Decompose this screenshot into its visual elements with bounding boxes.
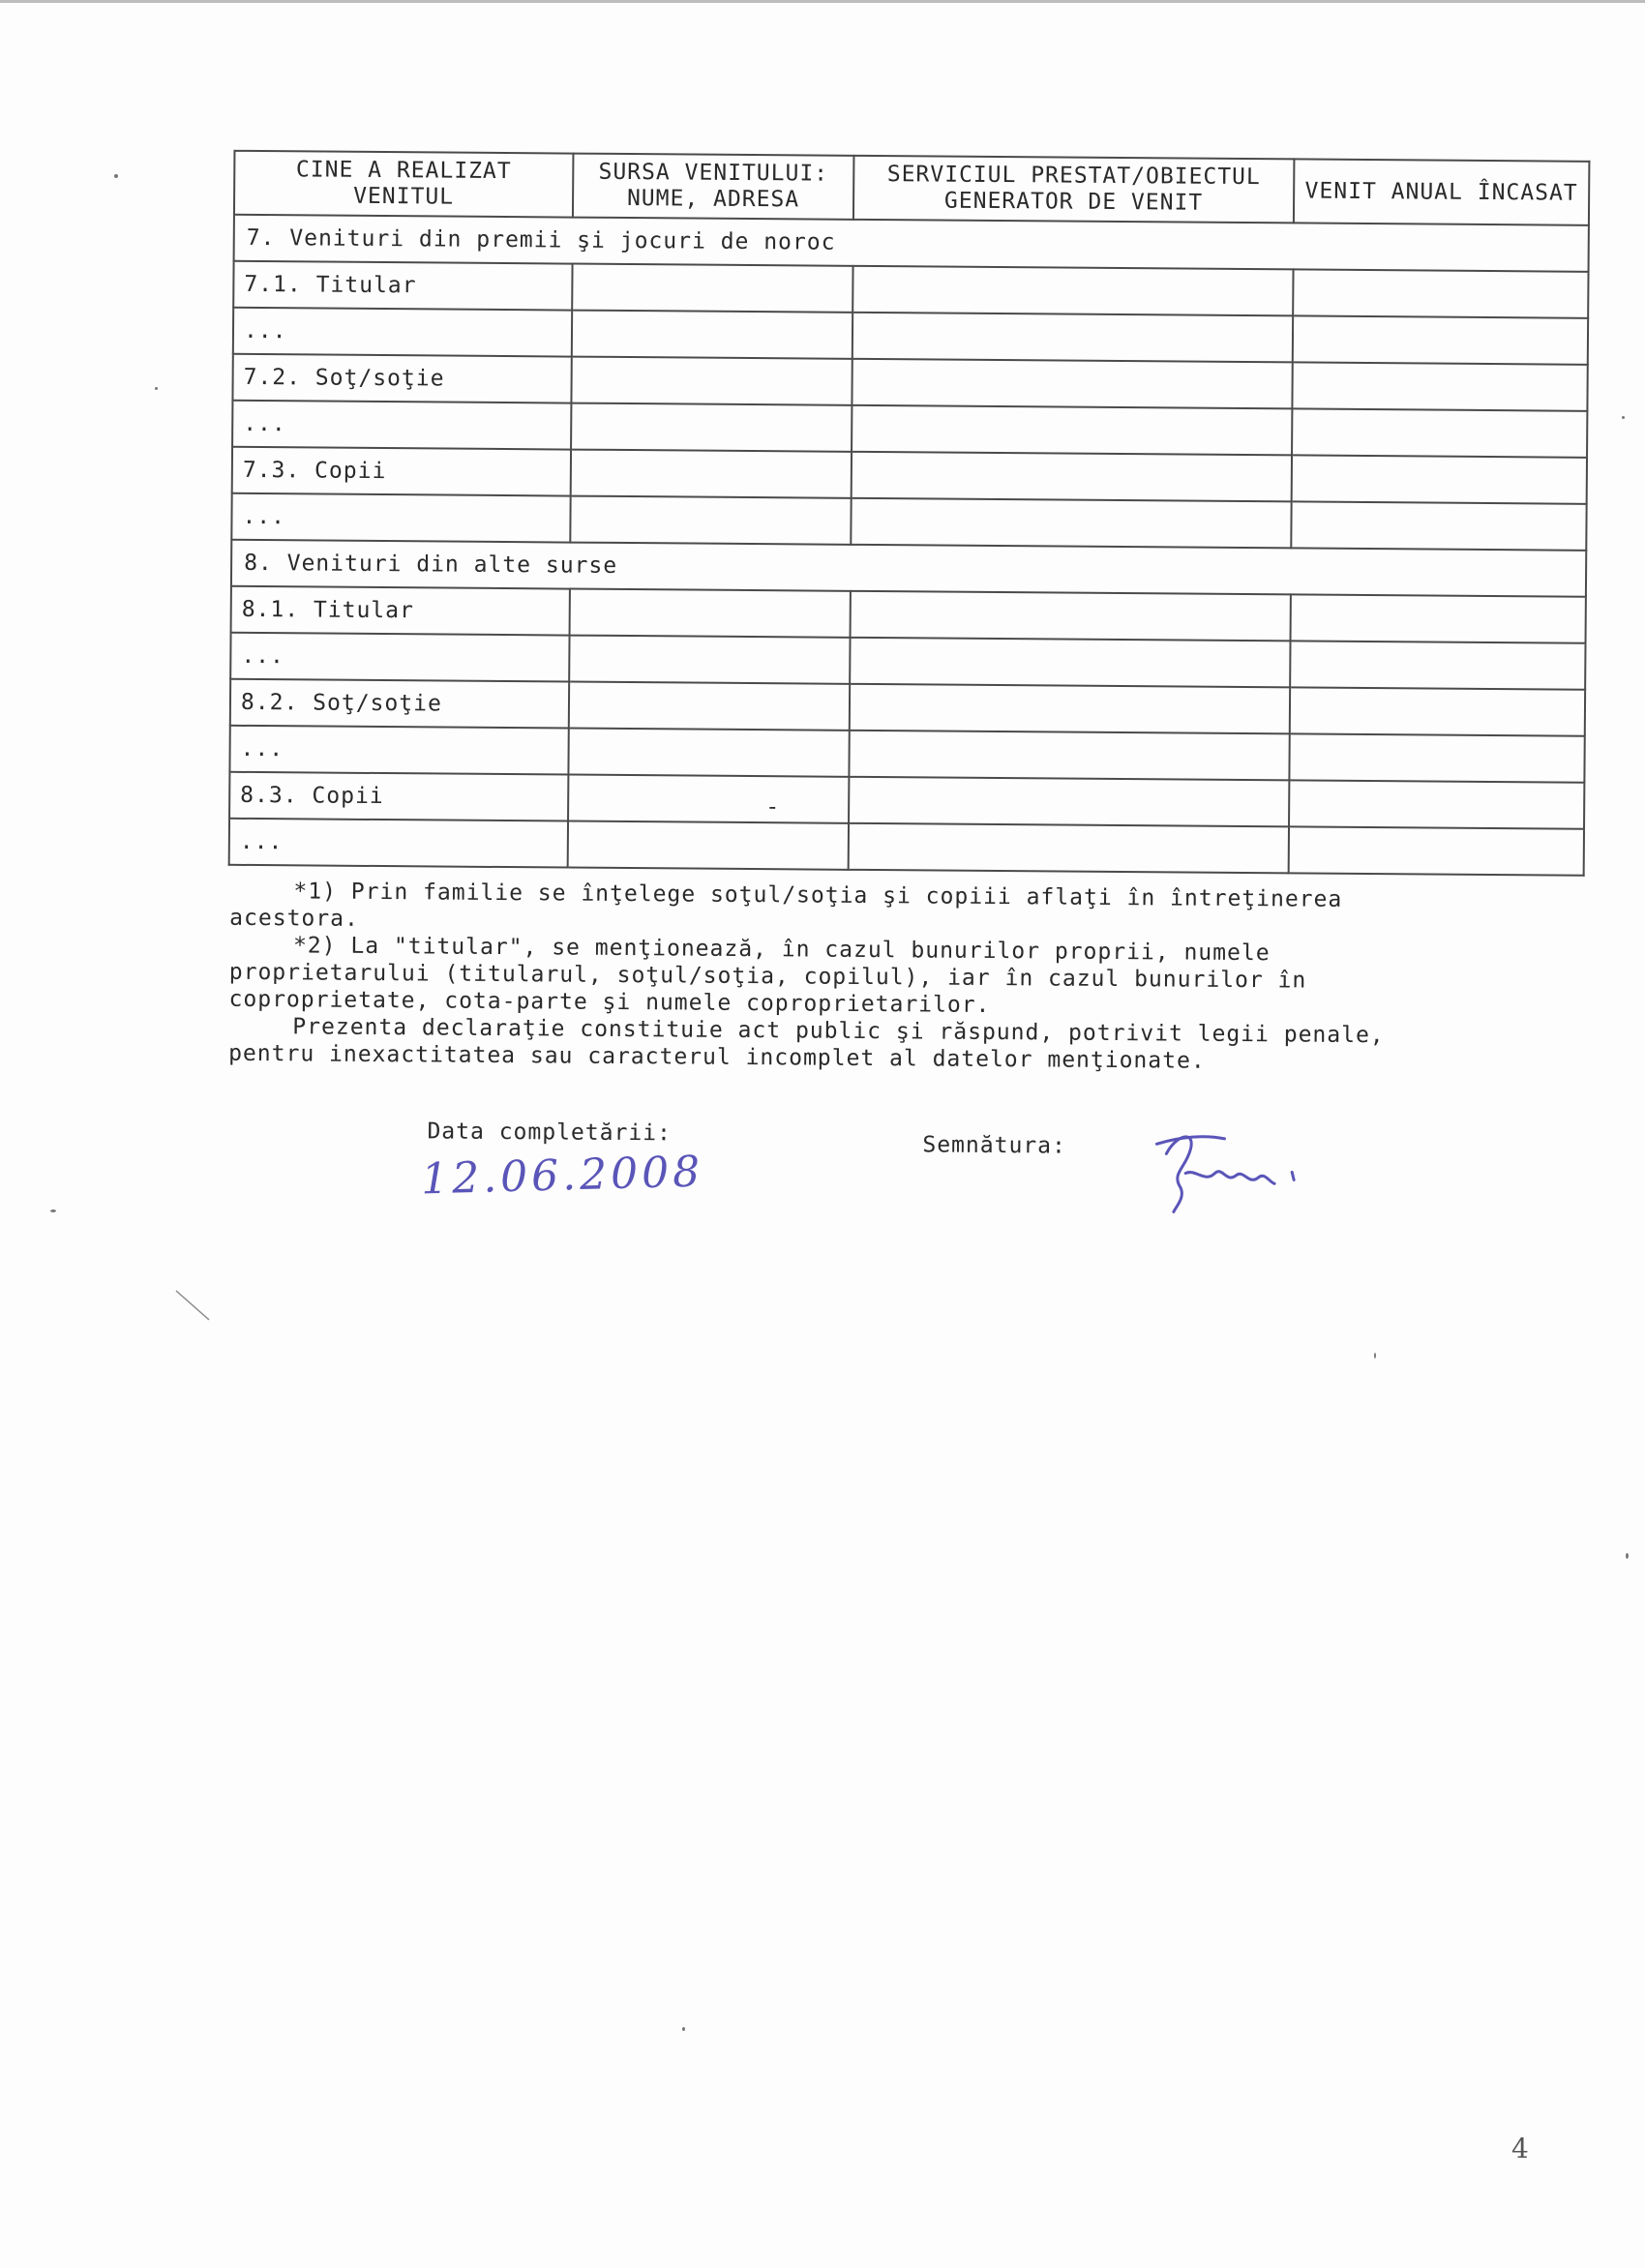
completion-date-label: Data completării: [427, 1119, 673, 1147]
row-label: 8.1. Titular [231, 586, 570, 636]
completion-date-handwritten: 12.06.2008 [420, 1147, 704, 1205]
cell-source [569, 636, 850, 684]
footnote-2-line: proprietarului (titularul, soţul/soţia, copilul), iar în cazul bunurilor în [228, 959, 1307, 994]
cell-source [571, 357, 852, 405]
row-label: 8.3. Copii [229, 772, 568, 821]
header-income-source: SURSA VENITULUI: NUME, ADRESA [573, 154, 854, 220]
cell-source [568, 821, 849, 870]
section-title: 7. Venituri din premii şi jocuri de noroc [234, 215, 1589, 272]
cell-amount [1289, 780, 1584, 828]
footnote-1-line: acestora. [229, 905, 359, 932]
cell-service [851, 591, 1291, 642]
cell-source [571, 450, 852, 498]
cell-amount [1289, 826, 1584, 875]
header-annual-income: VENIT ANUAL ÎNCASAT [1294, 159, 1590, 224]
stray-mark: - [765, 794, 781, 821]
cell-amount [1291, 501, 1586, 550]
scan-scratch [174, 1287, 213, 1326]
cell-source [568, 729, 849, 777]
page-number: 4 [1511, 2133, 1529, 2164]
scan-speck [155, 387, 158, 390]
row-label: 7.3. Copii [232, 447, 571, 496]
row-label: 7.1. Titular [233, 261, 572, 311]
cell-service [852, 452, 1292, 502]
cell-source [571, 403, 852, 452]
table-row [229, 819, 1584, 876]
cell-amount [1290, 641, 1585, 689]
signature-label: Semnătura: [922, 1132, 1067, 1159]
cell-amount [1292, 455, 1587, 503]
cell-service [849, 823, 1289, 874]
row-label: 7.2. Soţ/soţie [232, 354, 571, 403]
footnotes [228, 878, 1487, 1077]
cell-amount [1291, 594, 1586, 642]
cell-source [570, 589, 851, 638]
declaration-line: pentru inexactitatea sau caracterul incomplet al datelor menţionate. [228, 1040, 1206, 1074]
cell-amount [1292, 362, 1587, 410]
cell-service [850, 684, 1290, 734]
cell-service [852, 313, 1293, 363]
cell-source [569, 682, 850, 731]
cell-service [852, 405, 1292, 456]
cell-source [570, 496, 851, 545]
footnote-2-line: *2) La "titular", se menţionează, în cazul bunurilor proprii, numele [292, 933, 1271, 967]
cell-amount [1292, 408, 1587, 457]
cell-amount [1290, 687, 1585, 735]
header-service-provided: SERVICIUL PRESTAT/OBIECTUL GENERATOR DE VENIT [853, 156, 1295, 224]
scan-speck [1622, 416, 1625, 419]
cell-source [568, 775, 849, 823]
cell-amount [1293, 315, 1588, 364]
table-header-row [234, 151, 1589, 225]
cell-source [572, 311, 852, 359]
scan-speck [682, 2027, 685, 2031]
declaration-line: Prezenta declaraţie constituie act public şi răspund, potrivit legii penale, [292, 1014, 1385, 1049]
footnote-1-line: *1) Prin familie se înţelege soţul/soţia şi copiii aflaţi în întreţinerea [293, 879, 1343, 912]
row-label: ... [230, 633, 569, 682]
row-label: ... [232, 401, 571, 450]
row-label: 8.2. Soţ/soţie [230, 679, 569, 729]
scan-speck [1374, 1353, 1376, 1358]
scan-speck [114, 174, 118, 178]
row-label: ... [233, 308, 572, 357]
income-table [228, 150, 1591, 877]
handwritten-signature [1137, 1115, 1312, 1222]
cell-source [572, 264, 852, 313]
cell-amount [1293, 269, 1588, 317]
row-label: ... [231, 493, 570, 543]
cell-service [849, 731, 1289, 781]
scan-speck [50, 1209, 56, 1212]
cell-service [851, 498, 1291, 549]
footnote-2-line: coproprietate, cota-parte şi numele coproprietarilor. [228, 986, 991, 1018]
row-label: ... [229, 726, 568, 775]
cell-service [852, 359, 1292, 409]
cell-service [850, 638, 1290, 688]
section-title: 8. Venituri din alte surse [231, 540, 1586, 597]
cell-amount [1289, 733, 1584, 782]
header-income-earner: CINE A REALIZAT VENITUL [234, 151, 574, 218]
cell-service [852, 266, 1293, 316]
row-label: ... [229, 819, 568, 868]
scan-speck [1626, 1553, 1629, 1559]
cell-service [849, 777, 1289, 827]
